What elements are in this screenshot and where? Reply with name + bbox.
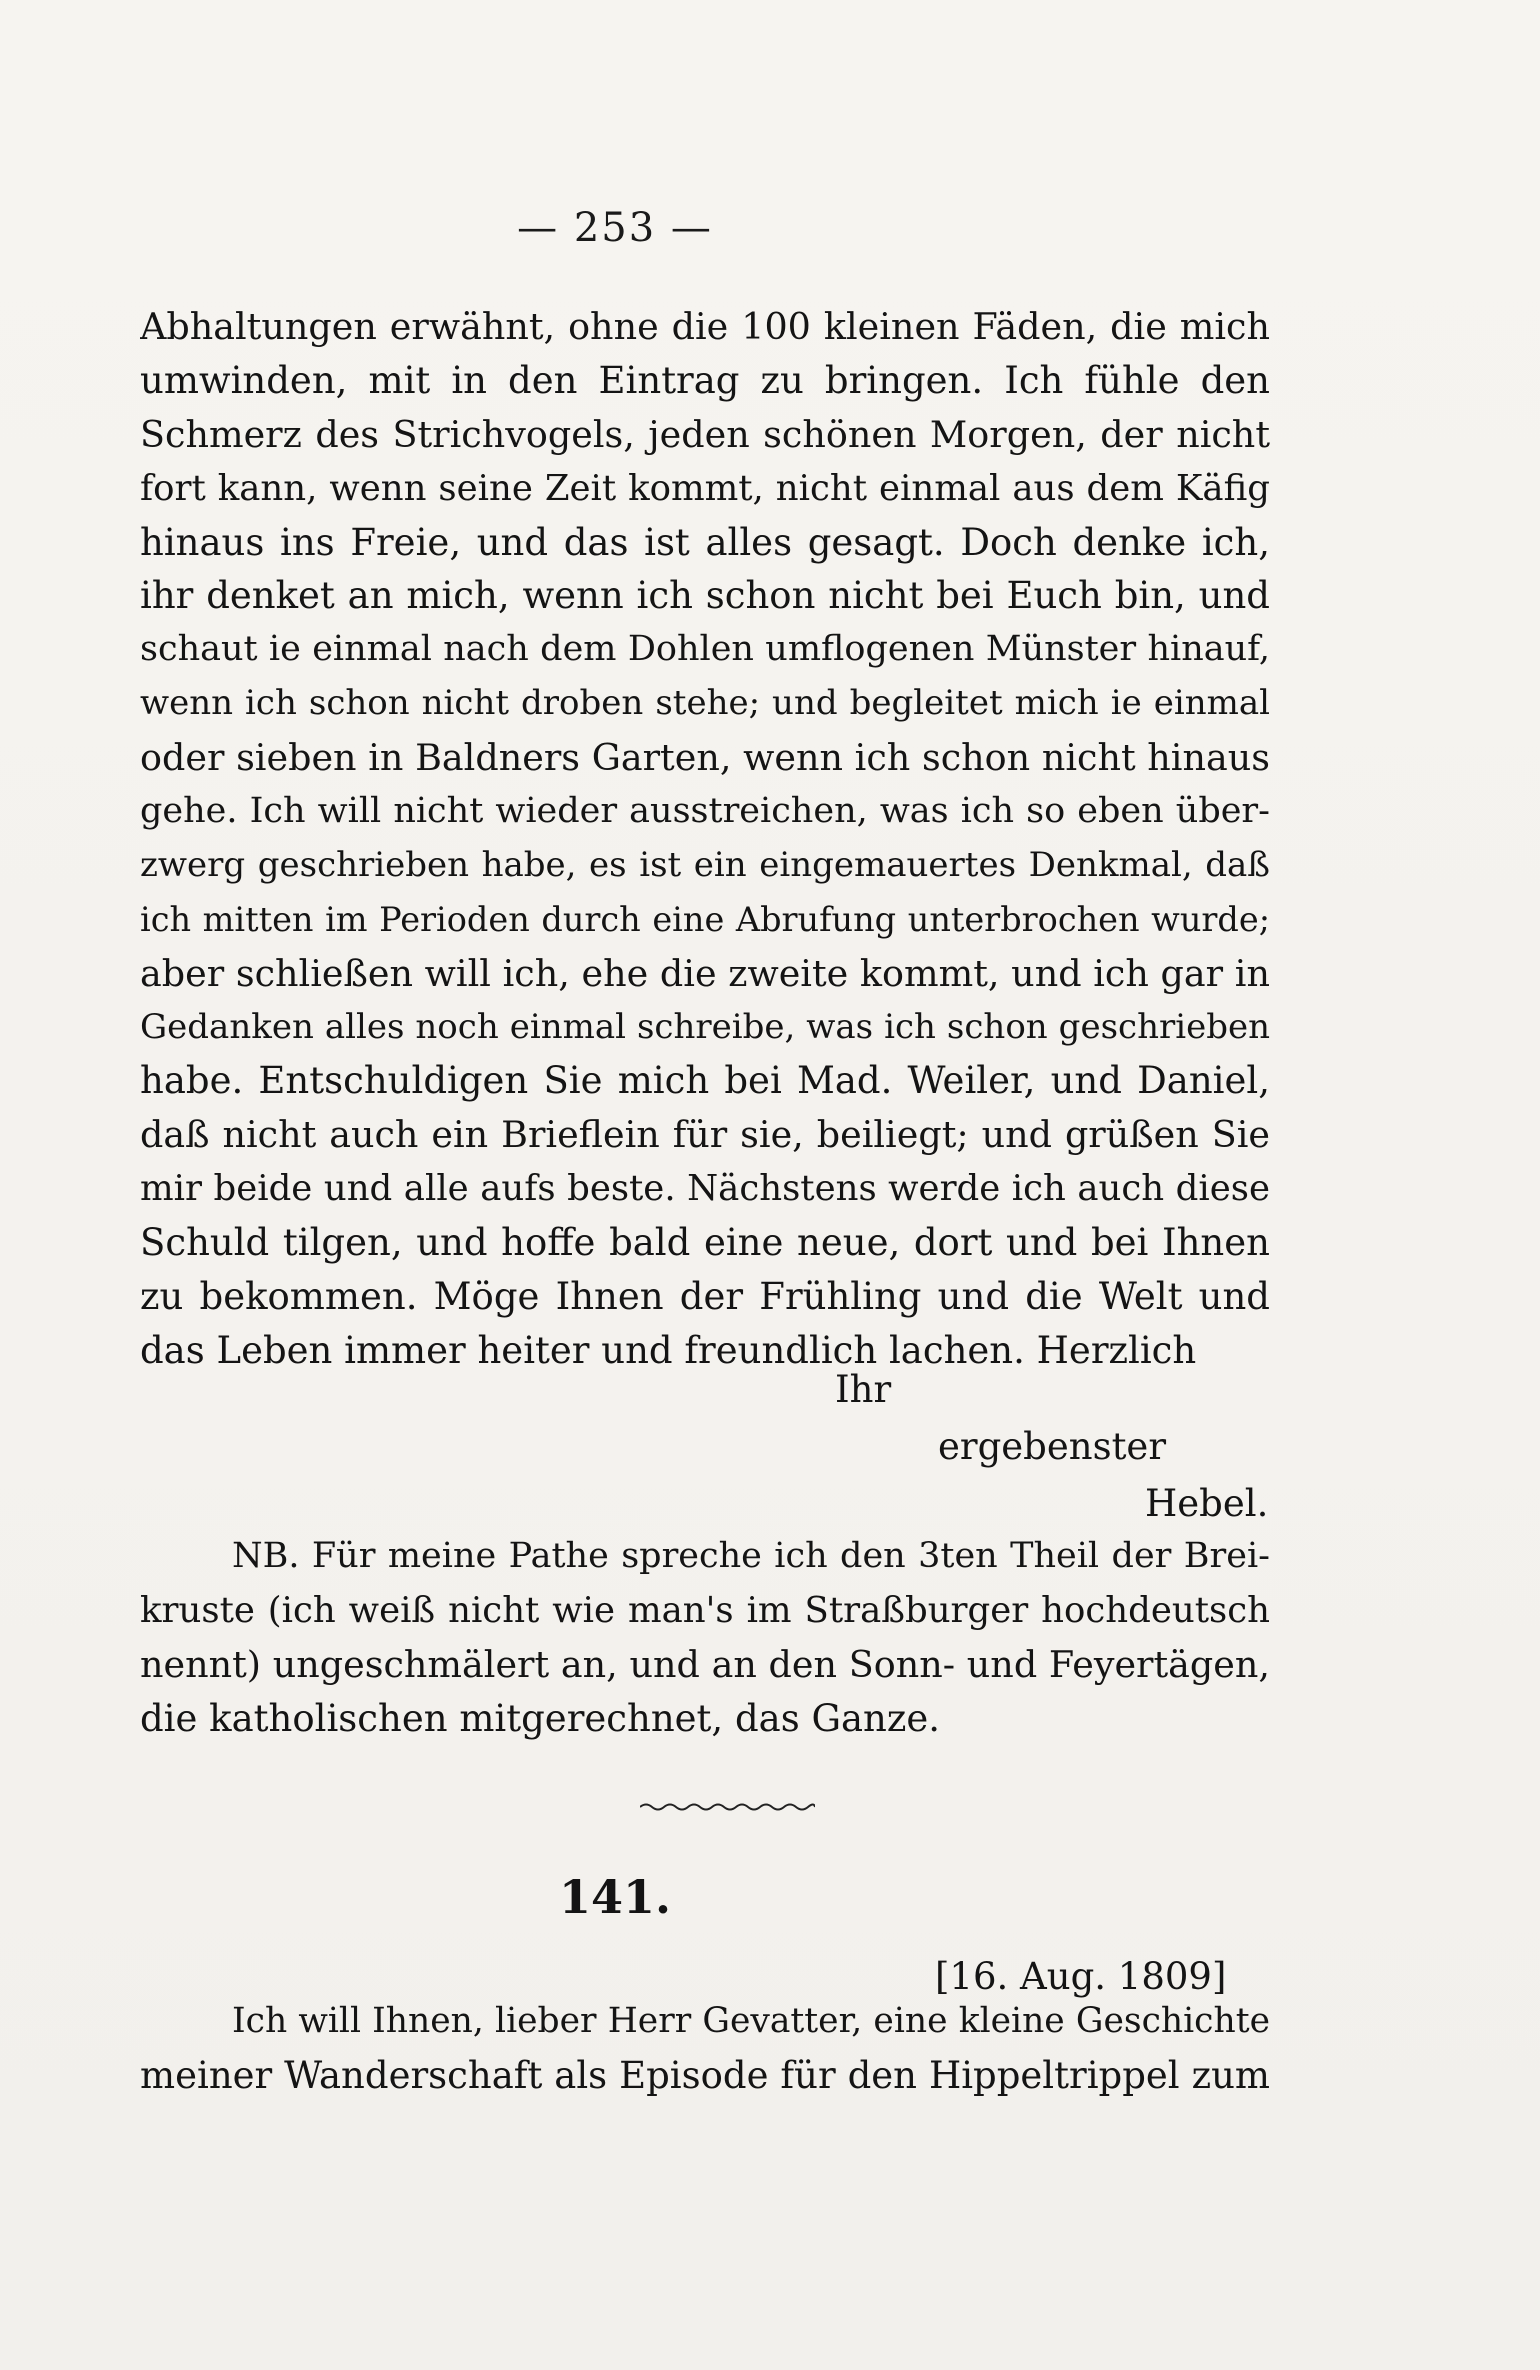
closing-phrase: ergebenster [938, 1425, 1167, 1468]
letter-date: [16. Aug. 1809] [935, 1955, 1227, 1998]
text-line: zwerg geschrieben habe, es ist ein eingemauertes Denkmal, daß [140, 844, 1270, 885]
letter-number: 141. [558, 1870, 672, 1924]
text-line: oder sieben in Baldners Garten, wenn ich schon nicht hinaus [140, 736, 1270, 780]
text-line: daß nicht auch ein Brieflein für sie, beiliegt; und grüßen Sie [140, 1113, 1270, 1157]
text-line: Abhaltungen erwähnt, ohne die 100 kleinen Fäden, die mich [140, 305, 1270, 348]
signature: Hebel. [1145, 1482, 1269, 1525]
text-line: gehe. Ich will nicht wieder ausstreichen, was ich so eben über- [140, 791, 1270, 832]
letter-body [140, 1995, 1270, 2103]
page-number: — 253 — [517, 205, 713, 251]
text-line: die katholischen mitgerechnet, das Ganze. [140, 1696, 941, 1740]
text-line: Schuld tilgen, und hoffe bald eine neue, dort und bei Ihnen [140, 1221, 1270, 1265]
text-line: das Leben immer heiter und freundlich lachen. Herzlich [140, 1328, 1197, 1372]
text-line: fort kann, wenn seine Zeit kommt, nicht einmal aus dem Käfig [140, 467, 1270, 509]
text-line: ich mitten im Perioden durch eine Abrufung unterbrochen wurde; [140, 899, 1270, 939]
section-divider [640, 1800, 815, 1814]
text-line: wenn ich schon nicht droben stehe; und begleitet mich ie einmal [140, 683, 1270, 724]
text-line: umwinden, mit in den Eintrag zu bringen. Ich fühle den [140, 358, 1270, 402]
text-line: aber schließen will ich, ehe die zweite kommt, und ich gar in [140, 951, 1270, 995]
text-line: habe. Entschuldigen Sie mich bei Mad. Weiler, und Daniel, [140, 1059, 1270, 1103]
nb-paragraph [140, 1530, 1270, 1746]
text-line: ihr denket an mich, wenn ich schon nicht bei Euch bin, und [140, 574, 1270, 618]
text-line: kruste (ich weiß nicht wie man's im Straßburger hochdeutsch [140, 1589, 1270, 1631]
text-line: schaut ie einmal nach dem Dohlen umflogenen Münster hinauf, [140, 629, 1270, 670]
text-line: Ich will Ihnen, lieber Herr Gevatter, eine kleine Geschichte [232, 2001, 1270, 2041]
closing-salutation: Ihr [835, 1368, 892, 1411]
main-paragraph [140, 300, 1270, 1378]
text-line: hinaus ins Freie, und das ist alles gesagt. Doch denke ich, [140, 520, 1270, 564]
text-line: NB. Für meine Pathe spreche ich den 3ten Theil der Brei- [232, 1536, 1270, 1576]
text-line: Schmerz des Strichvogels, jeden schönen Morgen, der nicht [140, 412, 1270, 456]
text-line: Gedanken alles noch einmal schreibe, was ich schon geschrieben [140, 1006, 1270, 1047]
text-line: nennt) ungeschmälert an, und an den Sonn- und Feyertägen, [140, 1642, 1270, 1686]
text-line: mir beide und alle aufs beste. Nächstens werde ich auch diese [140, 1168, 1270, 1210]
text-line: meiner Wanderschaft als Episode für den Hippeltrippel zum [140, 2053, 1270, 2097]
text-line: zu bekommen. Möge Ihnen der Frühling und die Welt und [140, 1275, 1270, 1319]
